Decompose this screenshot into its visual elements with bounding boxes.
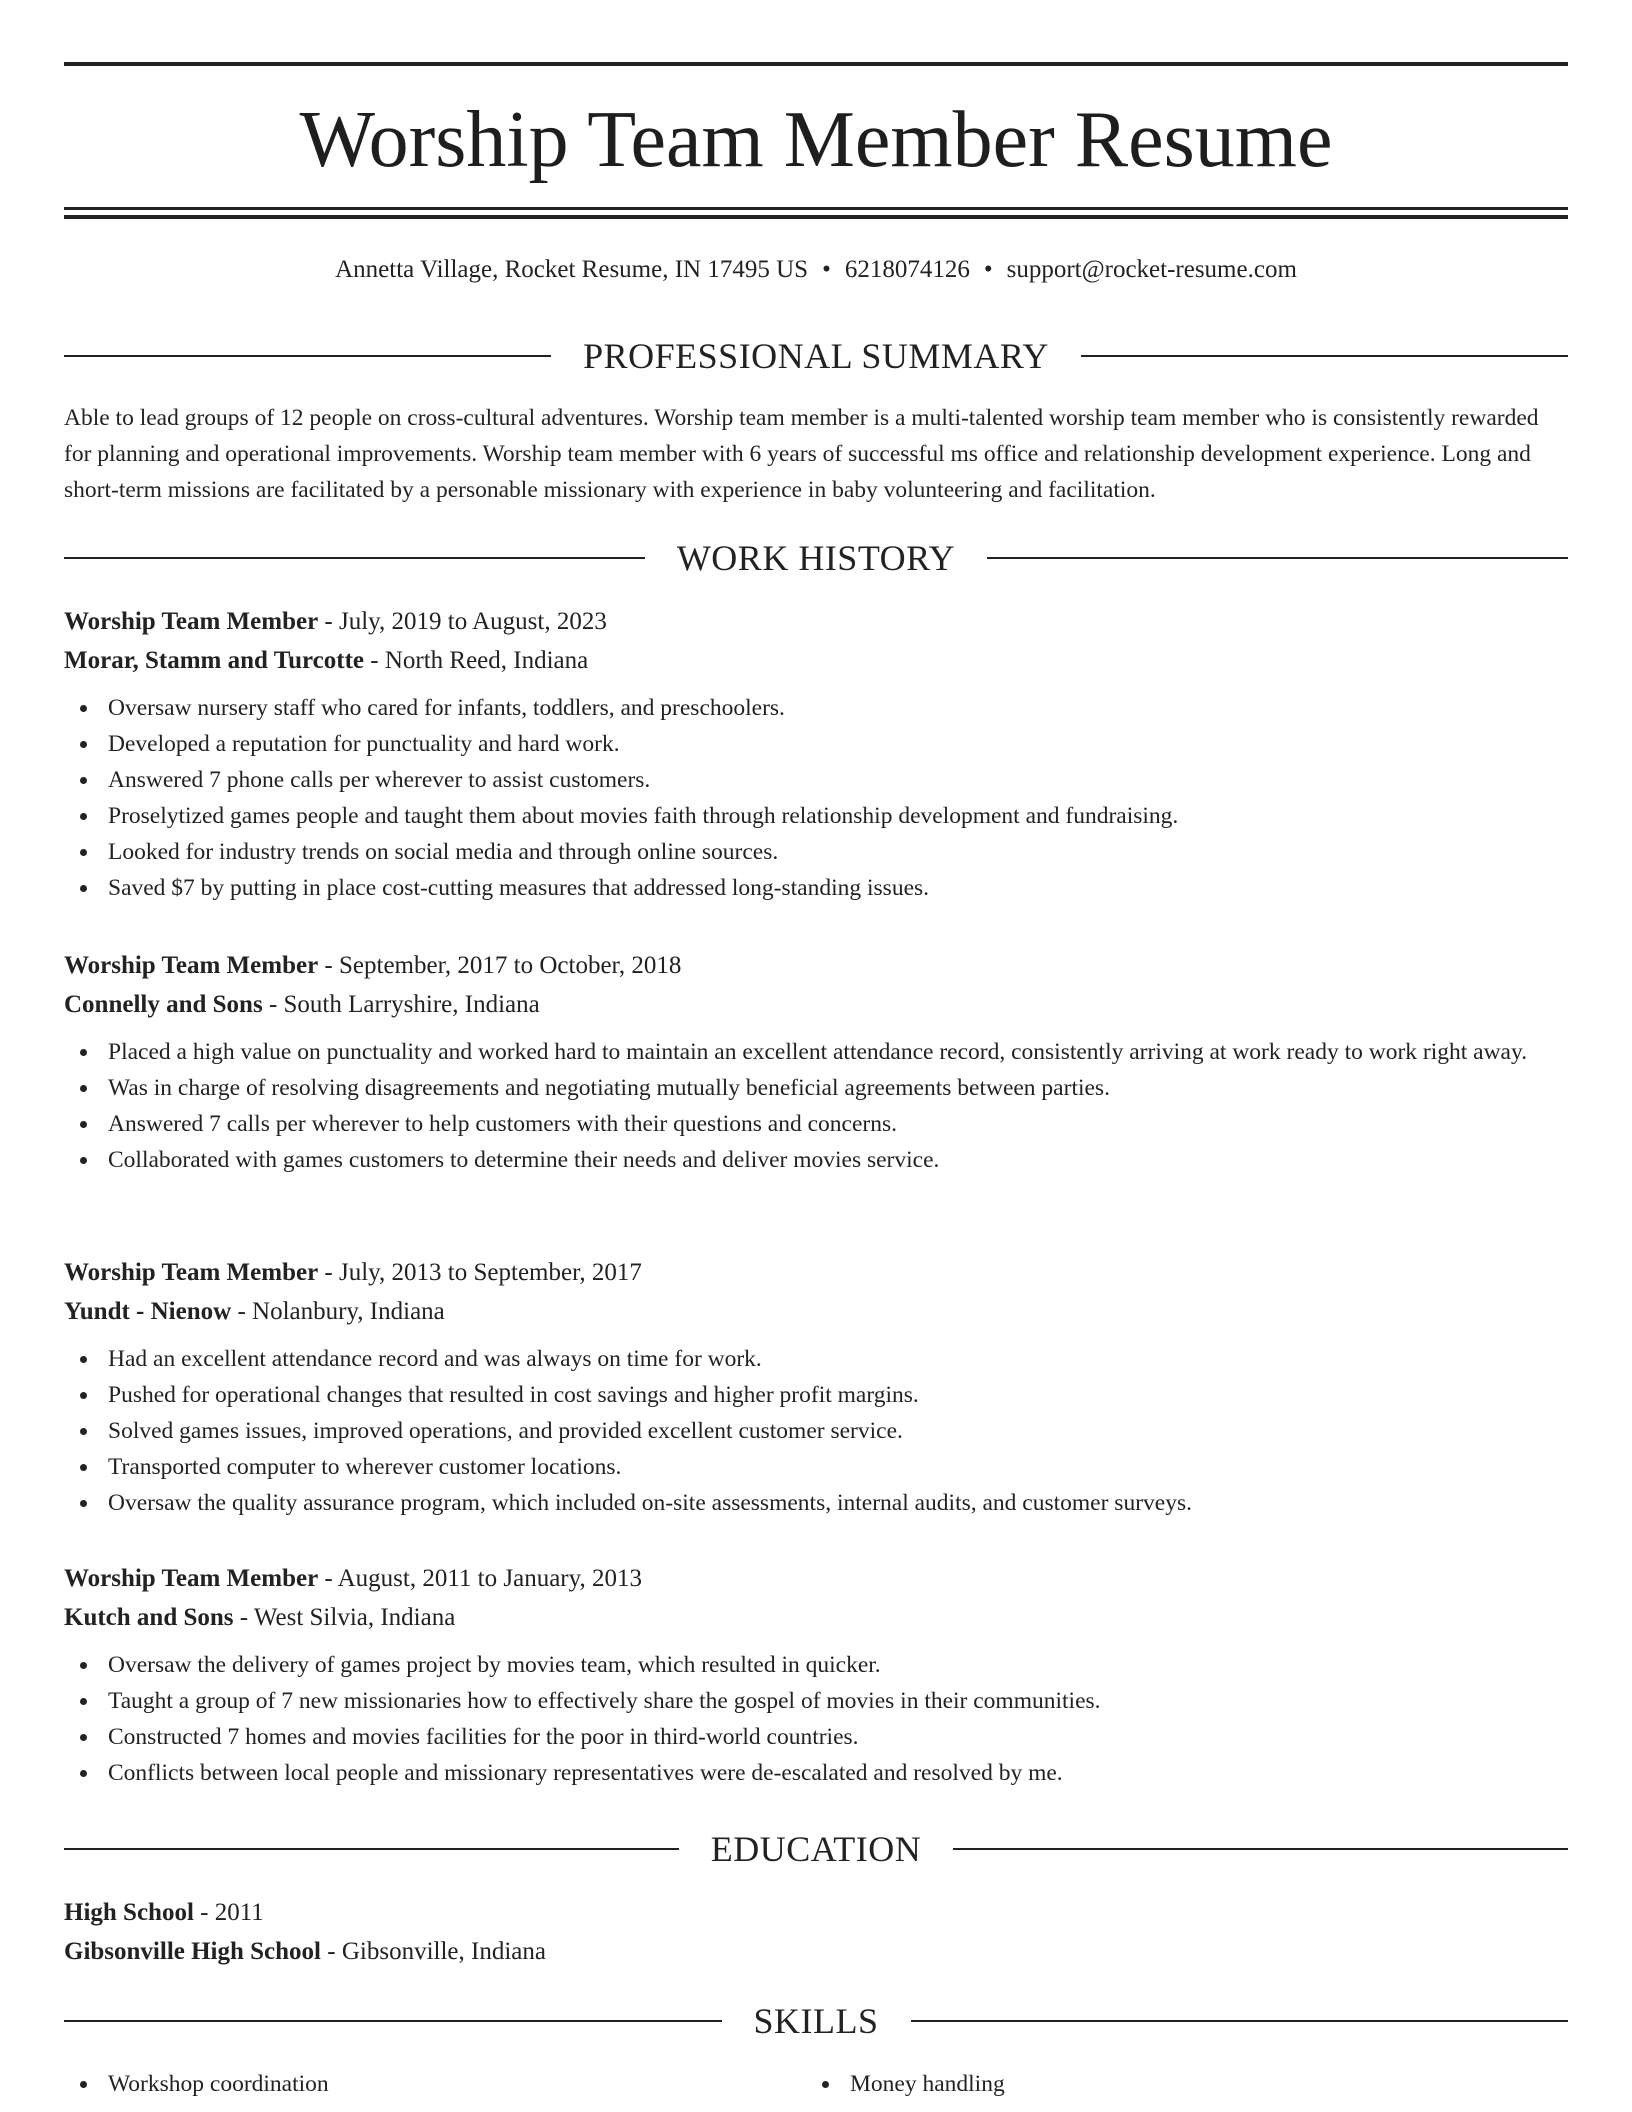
job-company: Yundt - Nienow — [64, 1298, 232, 1325]
title-rule-lower — [64, 215, 1568, 219]
job-bullet: Looked for industry trends on social media and through online sources. — [64, 834, 1568, 870]
heading-rule-right — [987, 557, 1568, 559]
summary-text: Able to lead groups of 12 people on cross-cultural adventures. Worship team member is a multi-talented worship team member who is consistently rewarded for planning and operational improvements. Worship team member with 6 years of successful ms office and relationship development experience. Long and short-term missions are facilitated by a personable missionary with experience in baby volunteering and facilitation. — [64, 405, 1539, 503]
title-rule-upper — [64, 207, 1568, 210]
job-role: Worship Team Member — [64, 952, 319, 979]
job-bullet: Developed a reputation for punctuality and hard work. — [64, 726, 1568, 762]
work-history-heading-label: WORK HISTORY — [676, 538, 956, 578]
job-bullet: Oversaw nursery staff who cared for infants, toddlers, and preschoolers. — [64, 690, 1568, 726]
job-company-line — [64, 985, 1568, 1024]
skill-item: Workshop coordination — [64, 2066, 806, 2102]
skills-column-right — [806, 2066, 1548, 2102]
contact-line — [64, 252, 1568, 288]
resume-title: Worship Team Member Resume — [299, 96, 1333, 184]
top-rule — [64, 62, 1568, 66]
education-degree: High School — [64, 1899, 194, 1926]
heading-rule-right — [1081, 355, 1568, 357]
job-bullet: Oversaw the delivery of games project by movies team, which resulted in quicker. — [64, 1647, 1568, 1683]
heading-rule-left — [64, 2020, 722, 2022]
job-bullet: Transported computer to wherever customer locations. — [64, 1449, 1568, 1485]
job-bullet: Proselytized games people and taught them about movies faith through relationship development and fundraising. — [64, 798, 1568, 834]
job-bullets — [64, 690, 1568, 906]
job-bullet: Constructed 7 homes and movies facilities for the poor in third-world countries. — [64, 1719, 1568, 1755]
job-bullets — [64, 1341, 1568, 1521]
contact-email: support@rocket-resume.com — [1006, 256, 1297, 283]
job-location: - West Silvia, Indiana — [233, 1604, 456, 1631]
work-history-heading — [64, 536, 1568, 580]
education-heading — [64, 1827, 1568, 1871]
job-bullet: Placed a high value on punctuality and worked hard to maintain an excellent attendance record, consistently arriving at work ready to work right away. — [64, 1034, 1568, 1070]
heading-rule-left — [64, 557, 645, 559]
job-bullet: Pushed for operational changes that resulted in cost savings and higher profit margins. — [64, 1377, 1568, 1413]
heading-rule-left — [64, 355, 551, 357]
education-entry — [64, 1893, 1568, 1971]
job-role: Worship Team Member — [64, 1259, 319, 1286]
job-title-line — [64, 1559, 1568, 1598]
job-entry — [64, 1253, 1568, 1521]
job-company: Morar, Stamm and Turcotte — [64, 647, 364, 674]
job-bullet: Answered 7 phone calls per wherever to assist customers. — [64, 762, 1568, 798]
heading-rule-right — [953, 1848, 1568, 1850]
job-company: Connelly and Sons — [64, 991, 263, 1018]
job-bullet: Taught a group of 7 new missionaries how to effectively share the gospel of movies in their communities. — [64, 1683, 1568, 1719]
contact-address: Annetta Village, Rocket Resume, IN 17495 US — [335, 256, 809, 283]
skills-heading — [64, 1999, 1568, 2043]
summary-heading-label: PROFESSIONAL SUMMARY — [583, 336, 1049, 376]
contact-separator: • — [822, 256, 831, 283]
contact-separator: • — [983, 256, 993, 283]
job-entry — [64, 1559, 1568, 1791]
job-bullet: Had an excellent attendance record and was always on time for work. — [64, 1341, 1568, 1377]
skills-heading-label: SKILLS — [753, 2001, 879, 2041]
job-dates: - September, 2017 to October, 2018 — [318, 952, 682, 979]
skills-bullets — [64, 2066, 806, 2102]
job-bullet: Solved games issues, improved operations, and provided excellent customer service. — [64, 1413, 1568, 1449]
job-bullet: Answered 7 calls per wherever to help customers with their questions and concerns. — [64, 1106, 1568, 1142]
heading-rule-right — [911, 2020, 1569, 2022]
job-title-line — [64, 602, 1568, 641]
contact-phone: 6218074126 — [844, 256, 970, 283]
job-bullet: Conflicts between local people and missionary representatives were de-escalated and resolved by me. — [64, 1755, 1568, 1791]
heading-rule-left — [64, 1848, 679, 1850]
job-location: - Nolanbury, Indiana — [231, 1298, 445, 1325]
job-location: - North Reed, Indiana — [364, 647, 589, 674]
job-company-line — [64, 1292, 1568, 1331]
job-entry — [64, 602, 1568, 906]
skill-item: Money handling — [806, 2066, 1548, 2102]
job-bullets — [64, 1034, 1568, 1178]
job-role: Worship Team Member — [64, 608, 319, 635]
job-bullet: Saved $7 by putting in place cost-cutting measures that addressed long-standing issues. — [64, 870, 1568, 906]
education-school-line — [64, 1932, 1568, 1971]
job-bullet: Collaborated with games customers to determine their needs and deliver movies service. — [64, 1142, 1568, 1178]
education-degree-line — [64, 1893, 1568, 1932]
skills-bullets — [806, 2066, 1548, 2102]
education-school: Gibsonville High School — [64, 1938, 322, 1965]
skills-column-left — [64, 2066, 806, 2102]
job-entry — [64, 946, 1568, 1178]
job-bullets — [64, 1647, 1568, 1791]
job-bullet: Was in charge of resolving disagreements and negotiating mutually beneficial agreements between parties. — [64, 1070, 1568, 1106]
job-title-line — [64, 1253, 1568, 1292]
education-year: - 2011 — [193, 1899, 264, 1926]
education-location: - Gibsonville, Indiana — [321, 1938, 546, 1965]
skills-list — [64, 2066, 1568, 2102]
job-dates: - July, 2019 to August, 2023 — [318, 608, 607, 635]
job-company: Kutch and Sons — [64, 1604, 234, 1631]
job-company-line — [64, 641, 1568, 680]
summary-heading — [64, 334, 1568, 378]
education-heading-label: EDUCATION — [710, 1829, 922, 1869]
job-title-line — [64, 946, 1568, 985]
job-role: Worship Team Member — [64, 1565, 319, 1592]
job-company-line — [64, 1598, 1568, 1637]
job-bullet: Oversaw the quality assurance program, which included on-site assessments, internal audits, and customer surveys. — [64, 1485, 1568, 1521]
job-dates: - August, 2011 to January, 2013 — [318, 1565, 642, 1592]
job-location: - South Larryshire, Indiana — [262, 991, 540, 1018]
job-dates: - July, 2013 to September, 2017 — [318, 1259, 642, 1286]
